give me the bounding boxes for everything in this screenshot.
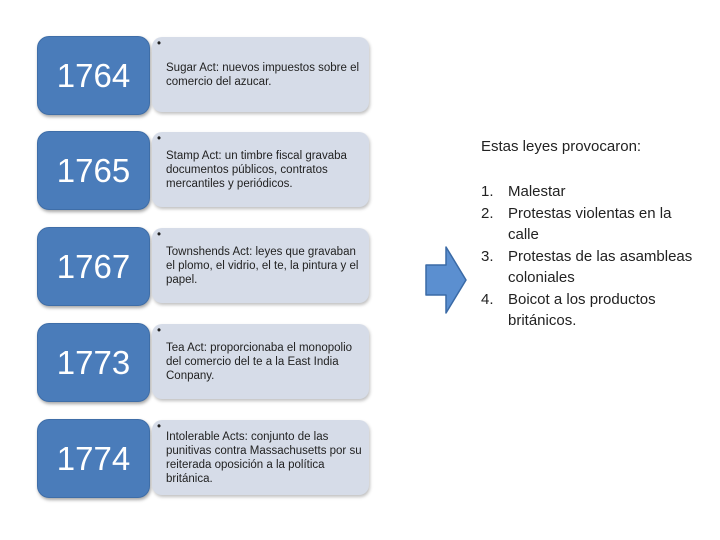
timeline-row-1774 bbox=[37, 419, 369, 498]
year-box bbox=[37, 131, 150, 210]
bullet: • bbox=[157, 133, 162, 145]
timeline-row-1767 bbox=[37, 227, 369, 306]
consequences-heading: Estas leyes provocaron: bbox=[481, 138, 642, 155]
timeline-row-1773 bbox=[37, 323, 369, 402]
year-box bbox=[37, 36, 150, 115]
list-item bbox=[481, 203, 696, 246]
timeline-row-1765 bbox=[37, 131, 369, 210]
list-item bbox=[481, 181, 696, 203]
description-text: Tea Act: proporcionaba el monopolio del comercio del te a la East India Conpany. bbox=[166, 341, 353, 382]
description-text: Intolerable Acts: conjunto de las punitivas contra Massachusetts por su reiterada oposición a la política británica. bbox=[166, 430, 362, 485]
bullet: • bbox=[157, 325, 162, 337]
bullet: • bbox=[157, 38, 162, 50]
description-text: Townshends Act: leyes que gravaban el plomo, el vidrio, el te, la pintura y el papel. bbox=[166, 245, 359, 286]
year-label: 1773 bbox=[56, 343, 131, 381]
item-text: Malestar bbox=[508, 183, 566, 200]
description-box bbox=[152, 228, 369, 303]
bullet: • bbox=[157, 421, 162, 433]
timeline-row-1764 bbox=[37, 36, 369, 115]
description-box bbox=[152, 324, 369, 399]
description-text: Stamp Act: un timbre fiscal gravaba documentos públicos, contratos mercantiles y periódicos. bbox=[166, 149, 347, 190]
year-box bbox=[37, 419, 150, 498]
item-text: Protestas violentas en la calle bbox=[508, 204, 672, 243]
item-number: 3. bbox=[481, 247, 494, 265]
list-item bbox=[481, 289, 696, 332]
consequences-panel bbox=[481, 137, 696, 332]
consequences-list bbox=[481, 181, 696, 332]
year-label: 1764 bbox=[56, 56, 131, 94]
year-box bbox=[37, 323, 150, 402]
item-number: 1. bbox=[481, 183, 494, 200]
bullet: • bbox=[157, 229, 162, 241]
item-number: 4. bbox=[481, 290, 494, 308]
item-text: Boicot a los productos británicos. bbox=[508, 290, 656, 329]
description-box bbox=[152, 420, 369, 495]
right-arrow-icon bbox=[425, 246, 467, 314]
year-label: 1774 bbox=[56, 439, 131, 477]
description-box bbox=[152, 37, 369, 112]
description-box bbox=[152, 132, 369, 207]
year-label: 1765 bbox=[56, 151, 131, 189]
year-box bbox=[37, 227, 150, 306]
description-text: Sugar Act: nuevos impuestos sobre el comercio del azucar. bbox=[166, 61, 360, 88]
item-number: 2. bbox=[481, 204, 494, 222]
year-label: 1767 bbox=[56, 247, 131, 285]
list-item bbox=[481, 246, 696, 289]
item-text: Protestas de las asambleas coloniales bbox=[508, 247, 693, 286]
